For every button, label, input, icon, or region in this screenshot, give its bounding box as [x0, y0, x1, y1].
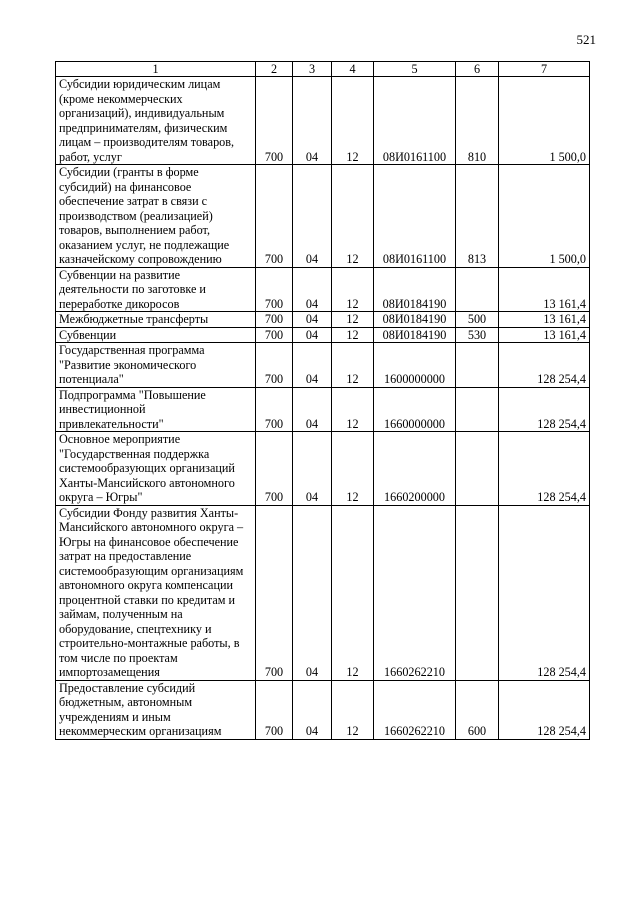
row-code-5: 08И0161100 — [374, 165, 456, 268]
row-code-2: 700 — [256, 387, 293, 432]
row-code-6: 500 — [456, 312, 499, 328]
row-code-6 — [456, 343, 499, 388]
row-code-4: 12 — [332, 432, 374, 506]
header-cell: 1 — [56, 62, 256, 77]
row-code-6: 810 — [456, 77, 499, 165]
row-code-5: 1660262210 — [374, 680, 456, 739]
row-amount: 128 254,4 — [499, 432, 590, 506]
row-amount: 128 254,4 — [499, 680, 590, 739]
row-amount: 1 500,0 — [499, 165, 590, 268]
table-row — [56, 327, 590, 343]
row-amount: 1 500,0 — [499, 77, 590, 165]
row-code-5: 08И0184190 — [374, 327, 456, 343]
row-description: Предоставление субсидий бюджетным, автономным учреждениям и иным некоммерческим организациям — [56, 680, 256, 739]
row-description: Основное мероприятие "Государственная поддержка системообразующих организаций Ханты-Мансийского автономного округа – Югры" — [56, 432, 256, 506]
row-amount: 128 254,4 — [499, 343, 590, 388]
row-code-3: 04 — [293, 312, 332, 328]
row-code-4: 12 — [332, 327, 374, 343]
row-code-4: 12 — [332, 267, 374, 312]
table-row — [56, 505, 590, 680]
row-code-6 — [456, 387, 499, 432]
row-code-4: 12 — [332, 165, 374, 268]
row-code-3: 04 — [293, 387, 332, 432]
table-row — [56, 165, 590, 268]
table-row — [56, 77, 590, 165]
row-description: Подпрограмма "Повышение инвестиционной привлекательности" — [56, 387, 256, 432]
row-code-6: 813 — [456, 165, 499, 268]
header-cell: 7 — [499, 62, 590, 77]
header-cell: 2 — [256, 62, 293, 77]
table-row — [56, 343, 590, 388]
row-description: Субвенции на развитие деятельности по заготовке и переработке дикоросов — [56, 267, 256, 312]
row-code-2: 700 — [256, 312, 293, 328]
row-code-6 — [456, 267, 499, 312]
row-code-3: 04 — [293, 165, 332, 268]
row-code-3: 04 — [293, 327, 332, 343]
table-row — [56, 387, 590, 432]
row-amount: 13 161,4 — [499, 327, 590, 343]
row-code-2: 700 — [256, 343, 293, 388]
row-code-6: 530 — [456, 327, 499, 343]
page-number: 521 — [576, 32, 596, 47]
row-code-4: 12 — [332, 387, 374, 432]
row-code-2: 700 — [256, 77, 293, 165]
row-amount: 128 254,4 — [499, 387, 590, 432]
row-code-4: 12 — [332, 680, 374, 739]
row-code-4: 12 — [332, 312, 374, 328]
row-code-2: 700 — [256, 267, 293, 312]
header-cell: 3 — [293, 62, 332, 77]
header-cell: 5 — [374, 62, 456, 77]
row-code-2: 700 — [256, 327, 293, 343]
row-code-3: 04 — [293, 432, 332, 506]
row-code-3: 04 — [293, 267, 332, 312]
row-code-6 — [456, 432, 499, 506]
row-code-5: 08И0184190 — [374, 267, 456, 312]
row-description: Субсидии юридическим лицам (кроме некоммерческих организаций), индивидуальным предпринимателям, физическим лицам – производителям товаров, работ, услуг — [56, 77, 256, 165]
row-code-5: 08И0161100 — [374, 77, 456, 165]
row-description: Субсидии (гранты в форме субсидий) на финансовое обеспечение затрат в связи с производством (реализацией) товаров, выполнением работ, оказанием услуг, не подлежащие казначейскому сопровождению — [56, 165, 256, 268]
row-code-4: 12 — [332, 343, 374, 388]
row-code-6: 600 — [456, 680, 499, 739]
row-code-5: 1600000000 — [374, 343, 456, 388]
row-code-4: 12 — [332, 77, 374, 165]
table-row — [56, 680, 590, 739]
budget-table — [55, 61, 590, 740]
row-code-3: 04 — [293, 505, 332, 680]
header-row — [56, 62, 590, 77]
row-code-2: 700 — [256, 680, 293, 739]
row-code-6 — [456, 505, 499, 680]
table-row — [56, 267, 590, 312]
row-amount: 13 161,4 — [499, 267, 590, 312]
row-code-5: 1660262210 — [374, 505, 456, 680]
row-code-3: 04 — [293, 680, 332, 739]
row-code-4: 12 — [332, 505, 374, 680]
header-cell: 4 — [332, 62, 374, 77]
row-code-5: 1660000000 — [374, 387, 456, 432]
row-description: Субвенции — [56, 327, 256, 343]
row-amount: 13 161,4 — [499, 312, 590, 328]
row-amount: 128 254,4 — [499, 505, 590, 680]
row-code-3: 04 — [293, 343, 332, 388]
row-code-5: 1660200000 — [374, 432, 456, 506]
row-code-2: 700 — [256, 432, 293, 506]
row-description: Государственная программа "Развитие экономического потенциала" — [56, 343, 256, 388]
row-code-2: 700 — [256, 505, 293, 680]
table-row — [56, 432, 590, 506]
row-code-2: 700 — [256, 165, 293, 268]
table-row — [56, 312, 590, 328]
row-code-3: 04 — [293, 77, 332, 165]
row-code-5: 08И0184190 — [374, 312, 456, 328]
row-description: Субсидии Фонду развития Ханты-Мансийского автономного округа – Югры на финансовое обеспечение затрат на предоставление системообразующим организациям автономного округа компенсации процентной ставки по кредитам и займам, полученным на оборудование, спецтехнику и строительно-монтажные работы, в том числе по проектам импортозамещения — [56, 505, 256, 680]
row-description: Межбюджетные трансферты — [56, 312, 256, 328]
header-cell: 6 — [456, 62, 499, 77]
